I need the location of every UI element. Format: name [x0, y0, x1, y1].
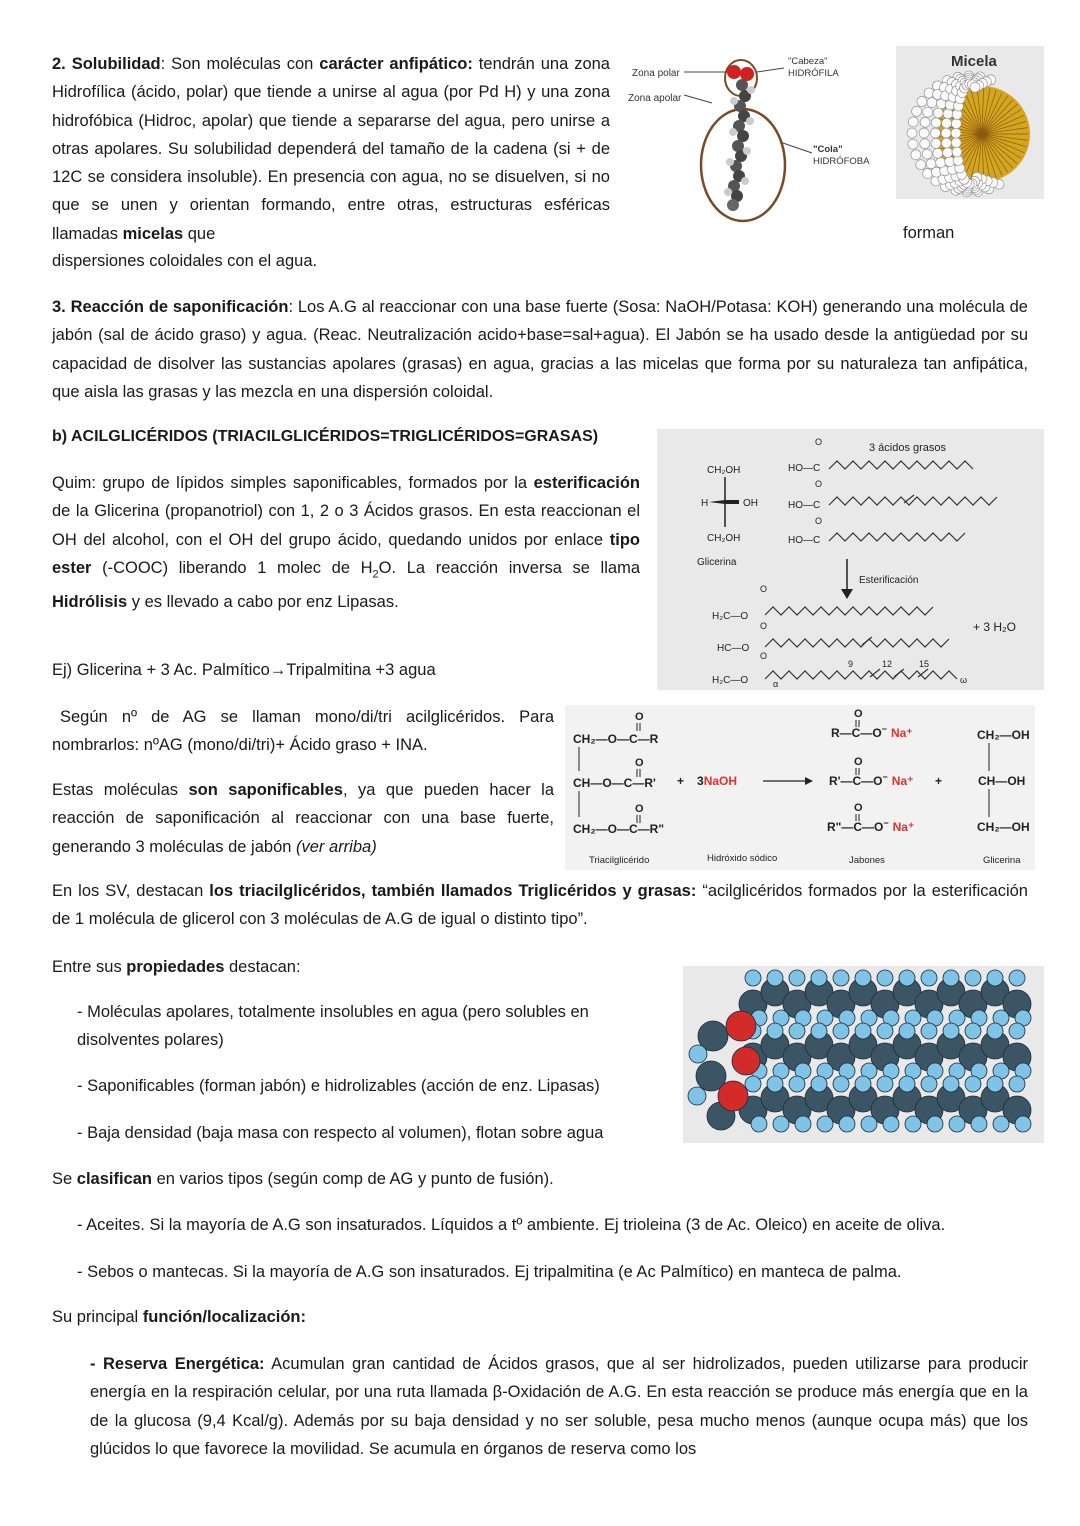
zona-apolar-label: Zona apolar	[628, 93, 682, 104]
example-line: Ej) Glicerina + 3 Ac. Palmítico→Tripalmitina +3 agua	[52, 661, 436, 679]
cola-label: "Cola"	[813, 144, 843, 155]
triglyceride-model	[683, 966, 1044, 1143]
svg-text:CH₂—OH: CH₂—OH	[977, 728, 1030, 742]
zona-polar-label: Zona polar	[632, 68, 680, 79]
svg-text:9: 9	[848, 659, 854, 669]
svg-text:O: O	[635, 757, 644, 769]
molecule-chain	[724, 65, 755, 211]
aceites-item: - Aceites. Si la mayoría de A.G son insaturados. Líquidos a tº ambiente. Ej trioleina (3 de Ac. Oleico) en aceite de oliva.	[77, 1216, 946, 1234]
svg-text:+: +	[677, 774, 685, 788]
svg-text:CH—OH: CH—OH	[978, 774, 1026, 788]
micela-figure	[896, 46, 1044, 199]
svg-text:CH₂—OH: CH₂—OH	[977, 820, 1030, 834]
svg-text:R'—C—O−Na⁺: R'—C—O− Na⁺	[829, 772, 914, 788]
svg-text:OH: OH	[743, 498, 758, 509]
svg-text:O: O	[815, 437, 823, 447]
saponifiable-paragraph: Estas moléculas son saponificables, ya que pueden hacer la reacción de saponificación al reaccionar con una base fuerte, generando 3 moléculas de jabón (ver arriba)	[52, 781, 555, 856]
hidrofoba-label: HIDRÓFOBA	[813, 156, 870, 167]
svg-text:H: H	[701, 498, 709, 509]
svg-text:H₂C—O: H₂C—O	[712, 675, 749, 686]
svg-text:HO—C: HO—C	[788, 500, 821, 511]
solubility-paragraph: 2. Solubilidad: Son moléculas con carácter anfipático: tendrán una zona Hidrofílica (ácido, polar) que tiende a unirse al agua (por Pd H) y una zona hidrofóbica (Hidroc, apolar) que tiende a separarse del agua, pero unirse a otras apolares. Su solubilidad dependerá del tamaño de la cadena (si + de 12C se considera insoluble). En presencia con agua, no se disuelven, si no que se unen y orientan formando, entre otras, estructuras esféricas llamadas micelas que	[52, 55, 610, 243]
esterification-figure	[657, 429, 1044, 690]
svg-text:12: 12	[882, 659, 893, 669]
svg-text:Esterificación: Esterificación	[859, 575, 919, 586]
svg-text:H₂C—O: H₂C—O	[712, 611, 749, 622]
property-2: - Saponificables (forman jabón) e hidrolizables (acción de enz. Lipasas)	[77, 1077, 600, 1095]
classification-intro: Se clasifican en varios tipos (según comp de AG y punto de fusión).	[52, 1170, 554, 1188]
svg-text:O: O	[815, 516, 823, 526]
svg-text:Triacilglicérido: Triacilglicérido	[589, 855, 650, 866]
svg-text:R"—C—O−Na⁺: R"—C—O− Na⁺	[827, 818, 915, 834]
svg-text:O: O	[854, 756, 863, 768]
svg-text:3NaOH: 3NaOH	[697, 774, 738, 788]
triglyceride-atoms	[688, 970, 1031, 1132]
saponification-figure	[565, 705, 1035, 870]
svg-text:CH₂—O—C—R": CH₂—O—C—R"	[573, 822, 665, 836]
naming-paragraph: Según nº de AG se llaman mono/di/tri acilglicéridos. Para nombrarlos: nºAG (mono/di/tri)+ Ácido graso + INA.	[52, 708, 554, 755]
svg-text:O: O	[760, 621, 768, 631]
svg-text:HO—C: HO—C	[788, 535, 821, 546]
svg-text:Jabones: Jabones	[849, 855, 885, 866]
solubility-heading: 2. Solubilidad	[52, 55, 161, 73]
function-intro: Su principal función/localización:	[52, 1308, 306, 1326]
svg-text:Glicerina: Glicerina	[697, 557, 737, 568]
solubility-end: dispersiones coloidales con el agua.	[52, 252, 318, 270]
sebos-item: - Sebos o mantecas. Si la mayoría de A.G son insaturados. Ej tripalmitina (e Ac Palmítico) en manteca de palma.	[77, 1263, 902, 1281]
svg-text:O: O	[635, 711, 644, 723]
svg-text:15: 15	[919, 659, 930, 669]
svg-text:O: O	[760, 651, 768, 661]
svg-text:R—C—O−Na⁺: R—C—O− Na⁺	[831, 724, 913, 740]
svg-text:HC—O: HC—O	[717, 643, 750, 654]
sv-paragraph: En los SV, destacan los triacilglicéridos, también llamados Triglicéridos y grasas: “acilglicéridos formados por la esterificación de 1 molécula de glicerol con 3 moléculas de A.G de igual o distinto tipo”.	[52, 882, 1028, 929]
acylglyceride-heading: b) ACILGLICÉRIDOS (TRIACILGLICÉRIDOS=TRIGLICÉRIDOS=GRASAS)	[52, 428, 599, 445]
svg-text:O: O	[854, 802, 863, 814]
svg-text:O: O	[760, 584, 768, 594]
micela-title: Micela	[951, 53, 997, 70]
svg-text:CH—O—C—R': CH—O—C—R'	[573, 776, 656, 790]
quim-paragraph: Quim: grupo de lípidos simples saponificables, formados por la esterificación de la Glicerina (propanotriol) con 1, 2 o 3 Ácidos grasos. En esta reaccionan el OH del alcohol, con el OH del grupo ácido, quedando unidos por enlace tipo ester (-COOC) liberando 1 molec de $H_2O$. La reacción inversa se llama Hidrólisis y es llevado a cabo por enz Lipasas.	[52, 474, 640, 612]
svg-text:α: α	[773, 679, 779, 689]
svg-text:3 ácidos grasos: 3 ácidos grasos	[869, 442, 947, 454]
svg-text:O: O	[635, 803, 644, 815]
svg-text:CH₂OH: CH₂OH	[707, 533, 741, 544]
svg-text:+ 3 H₂O: + 3 H₂O	[973, 620, 1017, 634]
svg-text:ω: ω	[960, 675, 968, 685]
svg-text:Glicerina: Glicerina	[983, 855, 1021, 866]
cabeza-label: "Cabeza"	[788, 56, 828, 67]
svg-text:CH₂—O—C—R: CH₂—O—C—R	[573, 732, 659, 746]
property-1: - Moléculas apolares, totalmente insolubles en agua (pero solubles en disolventes polares)	[77, 1003, 589, 1050]
micela-sphere	[907, 71, 1030, 197]
svg-text:HO—C: HO—C	[788, 463, 821, 474]
svg-text:O: O	[854, 708, 863, 720]
svg-text:+: +	[935, 774, 943, 788]
forman-word: forman	[903, 224, 955, 242]
saponification-paragraph: 3. Reacción de saponificación: Los A.G al reaccionar con una base fuerte (Sosa: NaOH/Potasa: KOH) generando una molécula de jabón (sal de ácido graso) y agua. (Reac. Neutralización acido+base=sal+agua). El Jabón se ha usado desde la antigüedad por su capacidad de disolver las sustancias apolares (grasas) en agua, gracias a las micelas que forma por su naturaleza tan anfipática, que aisla las grasas y las mezcla en una dispersión coloidal.	[52, 298, 1028, 401]
svg-text:Hidróxido sódico: Hidróxido sódico	[707, 853, 778, 864]
svg-text:O: O	[815, 479, 823, 489]
properties-intro: Entre sus propiedades destacan:	[52, 958, 301, 976]
hidrofila-label: HIDRÓFILA	[788, 68, 839, 79]
energy-reserve-paragraph: - Reserva Energética: Acumulan gran cantidad de Ácidos grasos, que al ser hidrolizados, pueden utilizarse para producir energía en la respiración celular, por una ruta llamada β-Oxidación de A.G. En esta reacción se produce más energía que en la de la glucosa (9,4 Kcal/g). Además por su baja densidad y no ser soluble, pesa mucho menos (aunque ocupa más) que los glúcidos lo que favorece la movilidad. Se acumula en órganos de reserva como los	[90, 1355, 1028, 1458]
saponification-heading: 3. Reacción de saponificación	[52, 298, 289, 316]
svg-text:CH₂OH: CH₂OH	[707, 465, 741, 476]
property-3: - Baja densidad (baja masa con respecto al volumen), flotan sobre agua	[77, 1124, 604, 1142]
fatty-acid-figure	[620, 50, 890, 225]
